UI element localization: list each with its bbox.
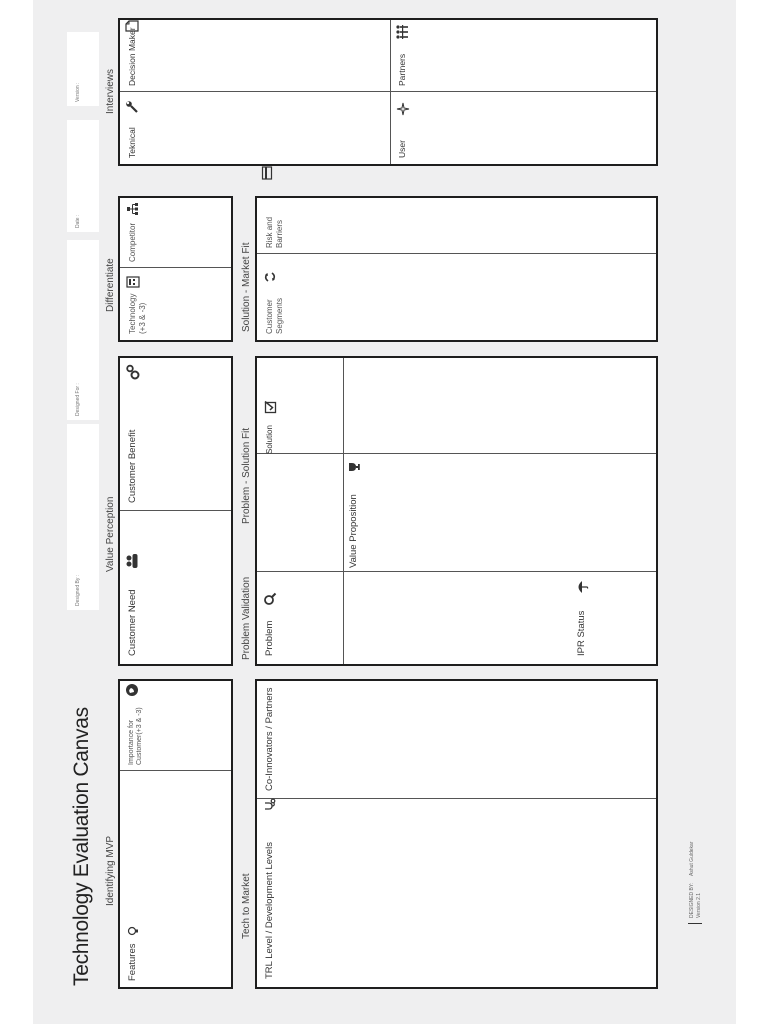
- ipr-status-label: IPR Status: [576, 610, 587, 656]
- refresh-icon: [263, 270, 277, 284]
- page-title: Technology Evaluation Canvas: [70, 707, 93, 986]
- tech-to-market-box: [255, 679, 658, 989]
- designed-by-field[interactable]: [67, 424, 99, 610]
- user-label: User: [397, 140, 407, 158]
- importance-label: Importance for Customer(+3 & -3): [128, 707, 144, 765]
- footer-version: Version 2.1: [696, 892, 702, 918]
- section-identifying-mvp: Identifying MVP: [105, 835, 116, 906]
- customer-benefit-label: Customer Benefit: [127, 429, 138, 503]
- customer-segments-label: Customer Segments: [265, 297, 284, 334]
- footer-designed-by: DESIGNED BY:: [689, 882, 695, 918]
- gears-icon: [125, 364, 141, 380]
- partners-label: Partners: [397, 53, 407, 86]
- card-icon: [261, 166, 273, 180]
- section-differentiate: Differentiate: [105, 258, 116, 312]
- competitor-label: Competitor: [128, 222, 137, 262]
- problem-label: Problem: [264, 620, 275, 656]
- lightbulb-icon: [127, 925, 139, 937]
- interviews-box: [118, 18, 658, 166]
- trophy-icon: [347, 460, 361, 474]
- magnifier-icon: [263, 592, 277, 606]
- footer-divider: [688, 923, 702, 924]
- designed-for-field[interactable]: [67, 240, 99, 420]
- value-proposition-label: Value Proposition: [348, 494, 359, 568]
- sparkle-icon: [396, 102, 410, 116]
- section-solution-market-fit: Solution - Market Fit: [241, 242, 252, 332]
- footer-designer-name: Ashut Guldekar: [689, 841, 695, 876]
- designed-by-label: Designed By :: [75, 574, 81, 606]
- canvas-sheet: [33, 0, 736, 1024]
- version-label: Version :: [75, 82, 81, 102]
- problem-solution-fit-box: [255, 356, 658, 666]
- calculator-icon: [126, 276, 140, 288]
- designed-for-label: Designed For :: [75, 383, 81, 416]
- umbrella-icon: [575, 580, 589, 594]
- globe-icon: [125, 683, 139, 697]
- differentiate-box: [118, 196, 233, 342]
- features-label: Features: [127, 943, 138, 981]
- solution-label: Solution: [265, 425, 274, 454]
- document-icon: [125, 20, 139, 32]
- section-value-perception: Value Perception: [105, 496, 116, 572]
- teknical-label: Teknical: [127, 127, 137, 158]
- stethoscope-icon: [263, 798, 277, 812]
- customer-need-label: Customer Need: [127, 589, 138, 656]
- section-problem-solution-fit: Problem - Solution Fit: [241, 427, 252, 524]
- version-field[interactable]: [67, 32, 99, 106]
- trl-label: TRL Level / Development Levels: [264, 842, 275, 979]
- co-innovators-label: Co-Innovators / Partners: [264, 687, 275, 791]
- section-problem-validation: Problem Validation: [241, 576, 252, 660]
- section-interviews: Interviews: [105, 68, 116, 114]
- technology-label: Technology (+3 & -3): [128, 293, 147, 334]
- solution-market-fit-box: [255, 196, 658, 342]
- decision-maker-label: Decision Maker: [127, 27, 137, 86]
- risk-barriers-label: Risk and Barriers: [265, 216, 284, 248]
- date-label: Date :: [75, 214, 81, 228]
- people-icon: [125, 553, 139, 569]
- value-perception-box: [118, 356, 233, 666]
- group-icon: [395, 24, 409, 40]
- date-field[interactable]: [67, 120, 99, 232]
- checkbox-icon: [263, 400, 277, 414]
- wrench-icon: [125, 100, 139, 114]
- section-tech-to-market: Tech to Market: [241, 873, 252, 939]
- identifying-mvp-box: [118, 679, 233, 989]
- org-chart-icon: [126, 202, 140, 216]
- canvas-rotated-layout: [33, 0, 736, 1024]
